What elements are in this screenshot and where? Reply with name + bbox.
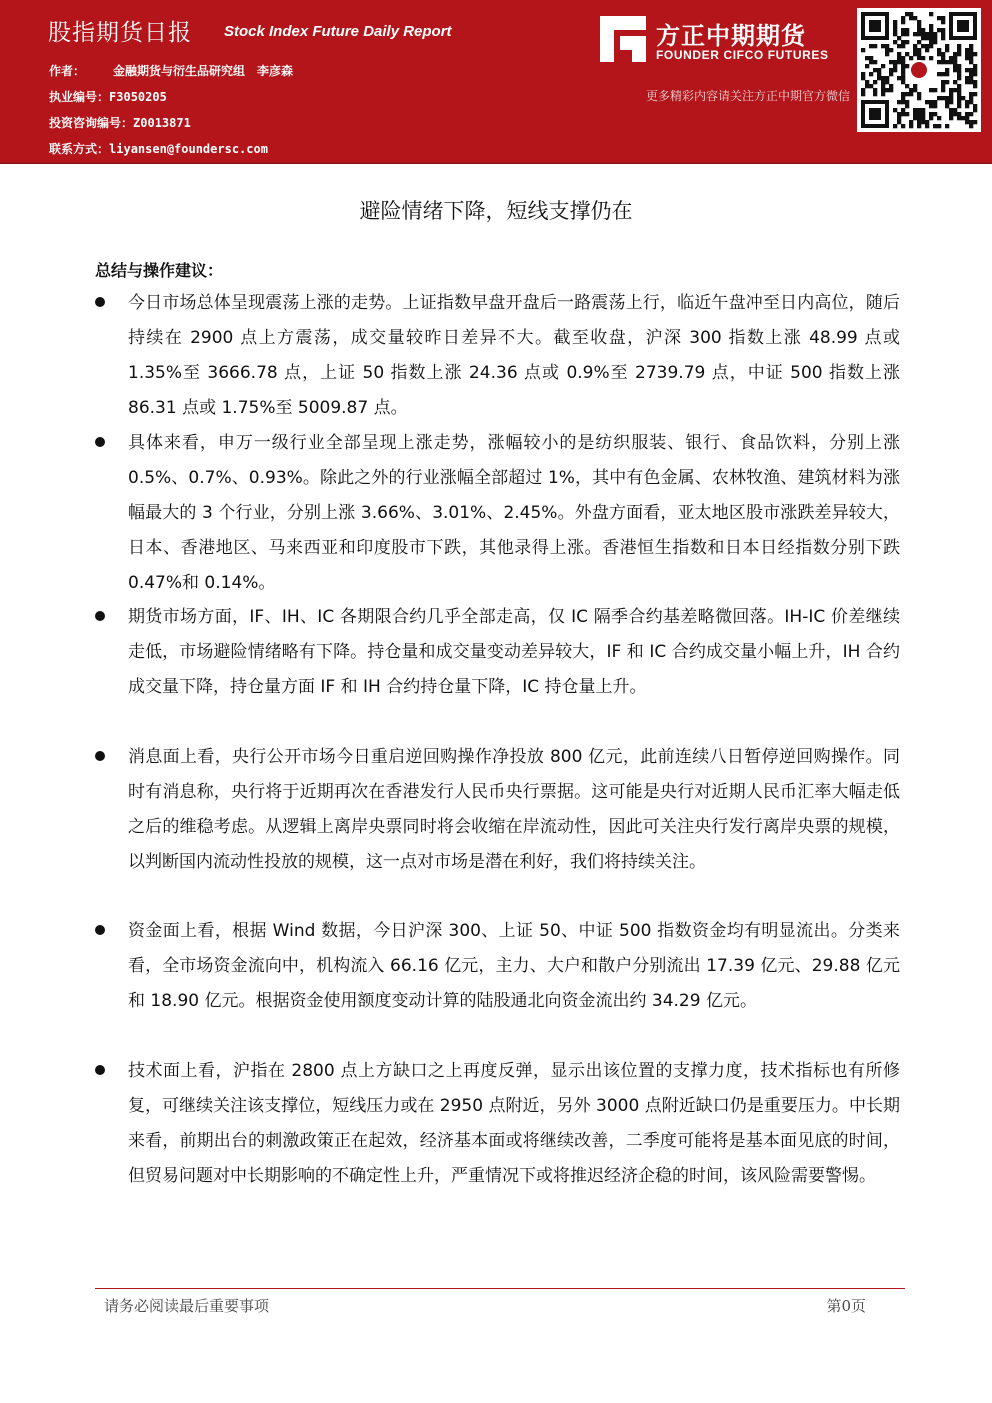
author-value: 金融期货与衍生品研究组 李彦森 xyxy=(113,64,294,78)
license-value: F3050205 xyxy=(109,90,167,104)
bullet-dot-icon xyxy=(95,751,105,761)
document-title: 避险情绪下降，短线支撑仍在 xyxy=(359,199,633,223)
report-title-cn: 股指期货日报 xyxy=(48,20,192,46)
footer-divider xyxy=(95,1288,905,1289)
bullet-text: 消息面上看，央行公开市场今日重启逆回购操作净投放 800 亿元，此前连续八日暂停逆回购操作。同时有消息称，央行将于近期再次在香港发行人民币央行票据。这可能是央行对近期人民币汇率大幅走低之后的维稳考虑。从逻辑上离岸央票同时将会收缩在岸流动性，因此可关注央行发行离岸央票的规模，以判断国内流动性投放的规模，这一点对市场是潜在利好，我们将持续关注。 xyxy=(128,747,900,872)
bullet-text: 今日市场总体呈现震荡上涨的走势。上证指数早盘开盘后一路震荡上行，临近午盘冲至日内高位，随后持续在 2900 点上方震荡，成交量较昨日差异不大。截至收盘，沪深 300 指数上涨 48.99 点或 1.35%至 3666.78 点，上证 50 指数上涨 24.36 点或 0.9%至 2739.79 点，中证 500 指数上涨 86.31 点或 1.75%至 5009.87 点。 xyxy=(128,293,900,418)
section-heading: 总结与操作建议： xyxy=(95,261,224,280)
page-number: 第0页 xyxy=(826,1297,866,1315)
bullet-dot-icon xyxy=(95,611,105,621)
bullet-text: 资金面上看，根据 Wind 数据，今日沪深 300、上证 50、中证 500 指数资金均有明显流出。分类来看，全市场资金流向中，机构流入 66.16 亿元，主力、大户和散户分别流出 17.39 亿元、29.88 亿元和 18.90 亿元。根据资金使用额度变动计算的陆股通北向资金流出约 34.29 亿元。 xyxy=(128,921,900,1011)
bullet-text: 技术面上看，沪指在 2800 点上方缺口之上再度反弹，显示出该位置的支撑力度，技术指标也有所修复，可继续关注该支撑位，短线压力或在 2950 点附近，另外 3000 点附近缺口仍是重要压力。中长期来看，前期出台的刺激政策正在起效，经济基本面或将继续改善，二季度可能将是基本面见底的时间，但贸易问题对中长期影响的不确定性上升，严重情况下或将推迟经济企稳的时间，该风险需要警惕。 xyxy=(128,1061,900,1186)
bullet-dot-icon xyxy=(95,297,105,307)
footer-disclaimer[interactable]: 请务必阅读最后重要事项 xyxy=(104,1297,270,1315)
bullet-text: 具体来看，申万一级行业全部呈现上涨走势，涨幅较小的是纺织服装、银行、食品饮料，分别上涨 0.5%、0.7%、0.93%。除此之外的行业涨幅全部超过 1%，其中有色金属、农林牧渔、建筑材料为涨幅最大的 3 个行业，分别上涨 3.66%、3.01%、2.45%。外盘方面看，亚太地区股市涨跌差异较大，日本、香港地区、马来西亚和印度股市下跌，其他录得上涨。香港恒生指数和日本日经指数分别下跌 0.47%和 0.14%。 xyxy=(128,433,900,593)
bullet-dot-icon xyxy=(95,437,105,447)
bullet-dot-icon xyxy=(95,925,105,935)
consult-label: 投资咨询编号： xyxy=(49,116,134,130)
bullet-dot-icon xyxy=(95,1065,105,1075)
contact-email[interactable]: liyansen@foundersc.com xyxy=(109,142,268,156)
bullet-text: 期货市场方面，IF、IH、IC 各期限合约几乎全部走高，仅 IC 隔季合约基差略微回落。IH-IC 价差继续走低，市场避险情绪略有下降。持仓量和成交量变动差异较大，IF 和 IC 合约成交量小幅上升，IH 合约成交量下降，持仓量方面 IF 和 IH 合约持仓量下降，IC 持仓量上升。 xyxy=(128,607,900,697)
logo-name-cn: 方正中期期货 xyxy=(656,22,806,50)
wechat-note: 更多精彩内容请关注方正中期官方微信 xyxy=(645,89,850,103)
logo-name-en: FOUNDER CIFCO FUTURES xyxy=(656,48,829,62)
contact-label: 联系方式： xyxy=(49,142,110,156)
license-label: 执业编号： xyxy=(49,90,110,104)
consult-value: Z0013871 xyxy=(133,116,191,130)
report-title-en: Stock Index Future Daily Report xyxy=(224,23,452,40)
author-label: 作者： xyxy=(49,64,86,78)
